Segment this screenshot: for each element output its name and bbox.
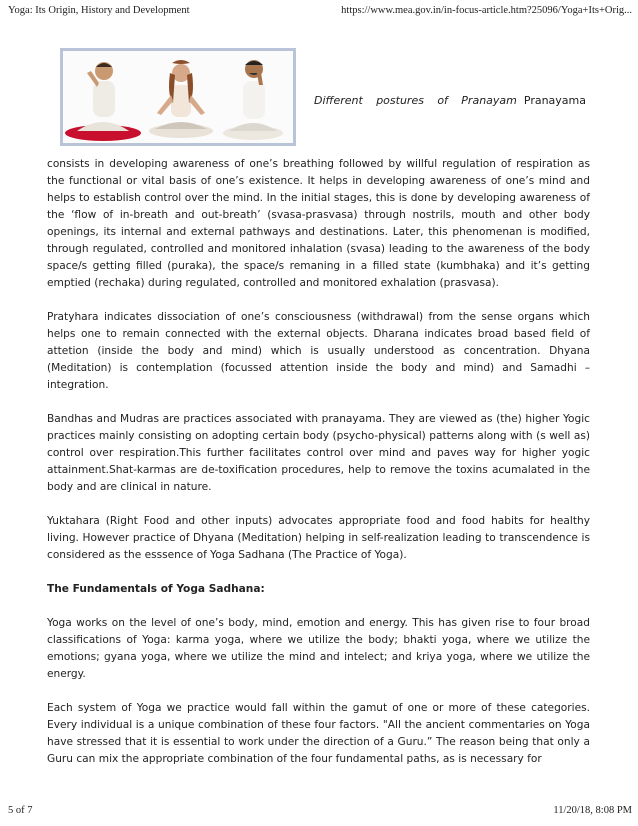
page-number: 5 of 7 — [8, 805, 33, 816]
paragraph: Each system of Yoga we practice would fall within the gamut of one or more of these categories. Every individual is a unique combination of these four factors. "All the ancient commentaries on Yoga have stressed that it is essential to work under the direction of a Guru.” The reason being that only a Guru can mix the appropriate combination of the four fundamental paths, as is necessary for — [47, 702, 590, 765]
pranayama-figures-illustration — [63, 51, 293, 143]
caption-tail: Pranayama — [523, 94, 586, 107]
caption-word: Pranayam Pranayama — [461, 94, 586, 107]
paragraph: Bandhas and Mudras are practices associated with pranayama. They are viewed as (the) higher Yogic practices mainly consisting on adopting certain body (psycho-physical) patterns along with (s well as) control over respiration.This further facilitates control over mind and paves way for higher yogic attainment.Shat-karmas are de-toxification procedures, help to remove the toxins acumalated in the body and are clinical in nature. — [47, 413, 590, 493]
print-timestamp: 11/20/18, 8:08 PM — [553, 805, 632, 816]
article-body — [47, 156, 590, 785]
caption-word: Different — [314, 94, 363, 107]
caption-word: of — [437, 94, 448, 107]
header-title: Yoga: Its Origin, History and Development — [8, 5, 190, 16]
figure-caption — [314, 94, 586, 107]
pranayama-postures-image — [60, 48, 296, 146]
header-url[interactable]: https://www.mea.gov.in/in-focus-article.htm?25096/Yoga+Its+Orig... — [341, 5, 632, 16]
paragraph: Pratyhara indicates dissociation of one’s consciousness (withdrawal) from the sense organs which helps one to remain connected with the external objects. Dharana indicates broad based field of attetion (inside the body and mind) which is usually understood as concentration. Dhyana (Meditation) is contemplation (focussed attention inside the body and mind) and Samadhi – integration. — [47, 311, 590, 391]
section-heading: The Fundamentals of Yoga Sadhana: — [47, 583, 265, 595]
paragraph: Yuktahara (Right Food and other inputs) advocates appropriate food and food habits for healthy living. However practice of Dhyana (Meditation) helping in self-realization leading to transcendence is considered as the esssence of Yoga Sadhana (The Practice of Yoga). — [47, 515, 590, 561]
caption-word: postures — [376, 94, 424, 107]
paragraph: Yoga works on the level of one’s body, mind, emotion and energy. This has given rise to four broad classifications of Yoga: karma yoga, where we utilize the body; bhakti yoga, where we utilize the emotions; gyana yoga, where we utilize the mind and intelect; and kriya yoga, where we utilize the energy. — [47, 617, 590, 680]
paragraph: consists in developing awareness of one’s breathing followed by willful regulation of respiration as the functional or vital basis of one’s existence. It helps in developing awareness of one’s mind and helps to establish control over the mind. In the initial stages, this is done by developing awareness of the ‘flow of in-breath and out-breath’ (svasa-prasvasa) through nostrils, mouth and other body openings, its internal and external pathways and destinations. Later, this phenomenan is modified, through regulated, controlled and monitored inhalation (svasa) leading to the awareness of the body space/s getting filled (puraka), the space/s remaning in a filled state (kumbhaka) and it’s getting emptied (rechaka) during regulated, controlled and monitored exhalation (prasvasa). — [47, 158, 590, 289]
